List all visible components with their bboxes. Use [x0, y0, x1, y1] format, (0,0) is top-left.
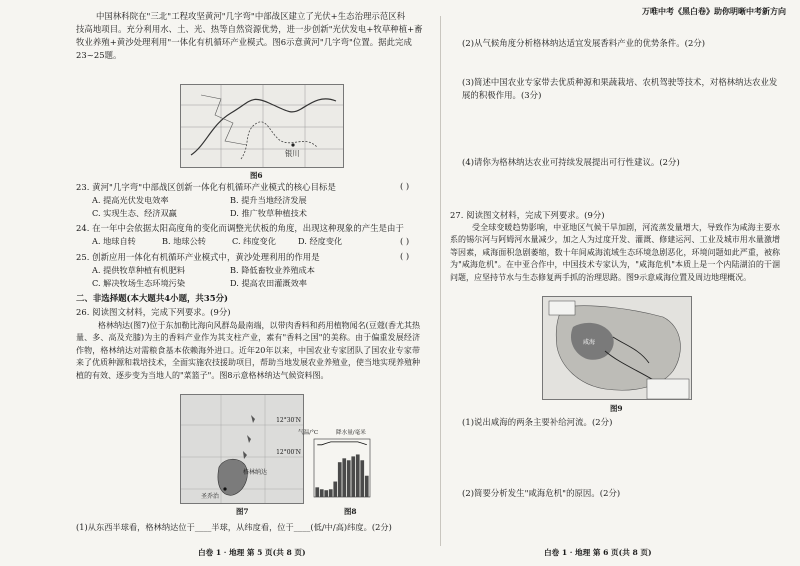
q23-option-d[interactable]: D. 推广牧草种植技术	[230, 208, 307, 218]
aral-sea-map	[543, 297, 692, 400]
section-2-heading: 二、非选择题(本大题共4小题，共35分)	[76, 293, 229, 303]
q24-option-c[interactable]: C. 纬度变化	[232, 236, 276, 246]
intro-line-3: 牧业养殖+黄沙处理利用"一体化有机循环产业模式。图6示意黄河"几字弯"位置。据此完成	[76, 37, 412, 47]
intro-line-4: 23~25题。	[76, 50, 122, 60]
question-23: 23. 黄河"几字弯"中部战区创新一体化有机循环产业模式的核心目标是	[76, 182, 336, 192]
fig7-capital: 圣乔治	[201, 493, 220, 500]
q23-row-2	[92, 208, 307, 219]
q23-option-b[interactable]: B. 提升当地经济发展	[230, 195, 307, 205]
precip-bar	[329, 489, 333, 497]
q25-option-a[interactable]: A. 提供牧草种植有机肥料	[92, 265, 185, 275]
precip-bar	[342, 458, 346, 497]
question-24: 24. 在一年中会依据太阳高度角的变化而调整光伏板的角度，出现这种现象的产生是由于	[76, 223, 404, 233]
precip-bar	[320, 489, 324, 497]
fig7-lat-top: 12°30′N	[276, 417, 301, 424]
brand-header: 万唯中考《黑白卷》助你明晰中考新方向	[642, 6, 786, 16]
precip-bar	[356, 454, 360, 497]
precip-bar	[351, 456, 355, 497]
q25-row-1	[92, 265, 315, 276]
question-26-3-cont: 展的积极作用。(3分)	[462, 90, 542, 100]
precip-bar	[333, 482, 337, 497]
right-footer: 白卷 1 · 地理 第 6 页(共 8 页)	[544, 548, 652, 557]
question-27-title: 27. 阅读图文材料，完成下列要求。(9分)	[450, 210, 605, 220]
q24-row	[92, 236, 342, 247]
climate-chart-svg	[306, 437, 378, 503]
q23-row-1	[92, 195, 307, 206]
fig7-island: 格林纳达	[243, 469, 268, 476]
figure-7-caption: 图7	[236, 507, 249, 516]
question-26-2: (2)从气候角度分析格林纳达适宜发展香料产业的优势条件。(2分)	[462, 38, 706, 48]
question-27-1: (1)说出咸海的两条主要补给河流。(2分)	[462, 417, 613, 427]
aral-sea-label: 咸海	[583, 339, 596, 346]
answer-blank-24[interactable]: ( )	[400, 236, 410, 246]
q23-option-c[interactable]: C. 实现生态、经济双赢	[92, 208, 177, 218]
map-city-label: 银川	[285, 149, 300, 158]
figure-8-climate-chart	[298, 428, 378, 504]
precip-bar	[338, 462, 342, 497]
question-27-passage: 受全球变暖趋势影响，中亚地区气候干旱加剧，河流蒸发量增大，导致作为咸海主要水系的锡尔河与阿姆河水量减少，加之人为过度开发、灌溉、修建运河、工业及城市用水量激增等因素，咸海面积急剧萎缩，数十年间咸海流域生态环境急剧恶化，环境问题如此严重，被称为"咸海危机"。在中亚合作中，中国技术专家认为，"咸海危机"本质上是一个内陆湖泊的干涸问题，应坚持节水与生态修复两手抓的治理思路。图9示意咸海位置及周边地理概况。	[450, 223, 780, 282]
precip-bar	[360, 460, 364, 497]
question-26-4: (4)请你为格林纳达农业可持续发展提出可行性建议。(2分)	[462, 157, 680, 167]
q25-option-d[interactable]: D. 提高农田灌溉效率	[230, 278, 307, 288]
fig8-y-right-label: 降水量/毫米	[336, 430, 366, 436]
intro-line-2: 技高地项目。充分利用水、土、光、热等自然资源优势，进一步创新"光伏发电+牧草种植+畜	[76, 24, 423, 34]
page-divider	[440, 16, 441, 546]
question-26-3: (3)简述中国农业专家带去优质种源和果蔬栽培、农机驾驶等技术，对格林纳达农业发	[462, 77, 778, 87]
figure-8-caption: 图8	[344, 507, 357, 516]
question-27-2: (2)简要分析发生"咸海危机"的原因。(2分)	[462, 488, 621, 498]
precip-bar	[315, 487, 319, 497]
q24-option-a[interactable]: A. 地球自转	[92, 236, 136, 246]
figure-9-map	[542, 296, 692, 400]
precip-bar	[365, 476, 369, 497]
figure-7-map	[180, 394, 304, 504]
intro-line-1: 中国林科院在"三北"工程攻坚黄河"几字弯"中部战区建立了光伏+生态治理示范区科	[96, 11, 406, 21]
q23-option-a[interactable]: A. 提高光伏发电效率	[92, 195, 169, 205]
answer-blank-23[interactable]: ( )	[400, 181, 410, 191]
yellow-river-map	[181, 85, 344, 168]
left-footer: 白卷 1 · 地理 第 5 页(共 8 页)	[198, 548, 306, 557]
figure-6-caption: 图6	[250, 171, 263, 180]
q24-option-b[interactable]: B. 地球公转	[162, 236, 206, 246]
question-26-title: 26. 阅读图文材料，完成下列要求。(9分)	[76, 307, 231, 317]
question-26-passage: 格林纳达(图7)位于东加勒比海向风群岛最南端，以带肉香料和药用植物闻名(豆蔻(香尤其热量、多、高及充膝)为主的香料产业作为其支柱产业，素有"香料之国"的美称。由于偏重发展经济作物，格林纳达对需粮食基本依赖海外进口。近年20年以来，中国农业专家团队了国农业专家带来了优质种源和栽培技术，全面实施农技援助项目，帮助当地发展农业养殖业，使当地实现养殖种植的有效、逐步变为当地人的"菜篮子"。图8示意格林纳达气候资料图。	[76, 321, 420, 380]
fig8-y-left-label: 气温/°C	[298, 430, 319, 436]
q25-row-2	[92, 278, 307, 289]
fig7-lat-mid: 12°00′N	[276, 449, 301, 456]
precip-bar	[324, 490, 328, 497]
q24-option-d[interactable]: D. 经度变化	[298, 236, 343, 246]
question-25: 25. 创新应用一体化有机循环产业模式中，黄沙处理利用的作用是	[76, 252, 320, 262]
precip-bar	[347, 460, 351, 497]
question-26-1: (1)从东西半球看，格林纳达位于____半球，从纬度看，位于____(低/中/高)纬度。(2分)	[76, 522, 392, 532]
left-page	[76, 0, 428, 566]
answer-blank-25[interactable]: ( )	[400, 251, 410, 261]
q25-option-c[interactable]: C. 解决牧场生态环境污染	[92, 278, 186, 288]
q25-option-b[interactable]: B. 降低畜牧业养殖成本	[230, 265, 315, 275]
figure-6-map	[180, 84, 344, 168]
figure-9-caption: 图9	[610, 404, 623, 413]
right-page	[450, 0, 788, 566]
